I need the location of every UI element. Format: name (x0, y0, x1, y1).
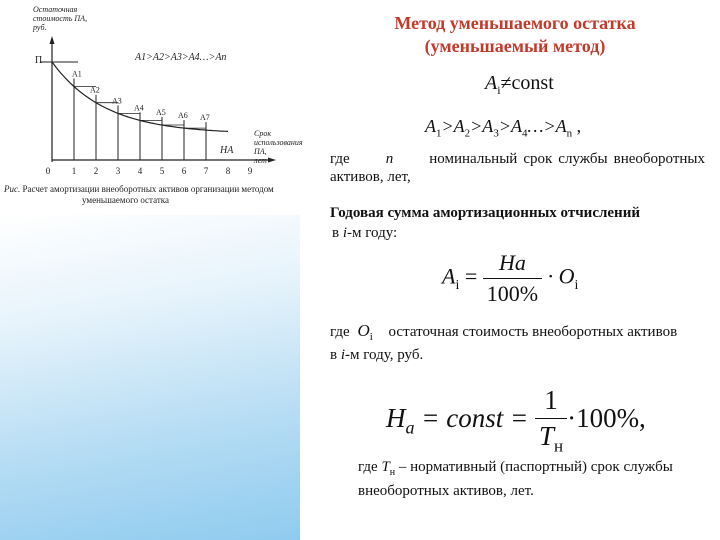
chain-part: …>A (527, 116, 567, 136)
norm-rate-formula (386, 385, 646, 456)
x-tick-label: 0 (45, 166, 51, 176)
oi-definition (330, 322, 715, 364)
def-var: i (340, 347, 346, 363)
x-tick-label: 4 (137, 166, 143, 176)
slide-title (380, 12, 650, 58)
chain-sub: 1 (436, 127, 442, 140)
formula-sub: a (405, 417, 415, 438)
fraction-numerator: На (498, 250, 526, 275)
declining-balance-figure (0, 0, 310, 215)
n-definition (330, 150, 705, 186)
formula-rest: ≠const (500, 72, 554, 94)
def-var: Т (381, 459, 390, 475)
sub-suffix: -м году: (347, 225, 398, 241)
x-tick-label: 3 (115, 166, 121, 176)
chain-part: >A (498, 116, 522, 136)
x-tick-label: 2 (93, 166, 99, 176)
x-tick-label: 5 (159, 166, 165, 176)
sub-prefix: в (332, 225, 340, 241)
def-var: n (385, 151, 394, 167)
fraction-denominator (535, 418, 567, 456)
title-line-2: (уменьшаемый метод) (424, 36, 606, 56)
def-body: номинальный срок службы внеоборотных активов, лет, (330, 151, 706, 185)
formula-var: A (442, 263, 456, 289)
def-prefix: где (330, 151, 350, 167)
annual-amount-subheading (330, 224, 397, 242)
chain-part: >A (470, 116, 494, 136)
y-axis-label (33, 5, 87, 32)
title-line-1: Метод уменьшаемого остатка (394, 13, 636, 33)
chain-sub: n (566, 127, 573, 140)
inequality-label: А1>А2>А3>А4…>Аn (135, 52, 227, 63)
def-body: – нормативный (паспортный) срок службы внеоборотных активов, лет. (358, 459, 673, 499)
residual-value-chart (0, 0, 310, 215)
annual-amount-heading: Годовая сумма амортизационных отчислений (330, 205, 640, 221)
point-label: А7 (200, 113, 210, 123)
y-axis-arrow (50, 36, 55, 44)
chain-part: , (572, 116, 582, 136)
formula-sub: i (574, 277, 579, 293)
y-axis-label-line: стоимость ПА, (33, 14, 88, 23)
def-var-sub: н (389, 467, 396, 478)
formula-mul: · O (547, 263, 575, 289)
point-label: А4 (134, 103, 144, 113)
sub-var: i (342, 225, 348, 241)
chain-part: >A (441, 116, 465, 136)
x-tick-label: 7 (203, 166, 209, 176)
point-label: А6 (178, 111, 188, 121)
x-tick-label: 1 (71, 166, 77, 176)
inequality-chain-formula (425, 116, 581, 140)
norm-fraction (535, 385, 567, 456)
formula-eq: = (464, 263, 478, 289)
figure-caption (4, 184, 304, 206)
def-var-sub: i (369, 331, 373, 343)
fraction-numerator: 1 (544, 385, 558, 415)
ha-label: НА (220, 145, 234, 156)
def-body: остаточная стоимость внеоборотных активов (388, 324, 678, 340)
formula-tail: ·100%, (567, 402, 646, 433)
chain-sub: 3 (493, 127, 499, 140)
den-sub: н (553, 436, 564, 456)
rate-fraction (483, 250, 542, 307)
x-tick-label: 8 (225, 166, 231, 176)
x-axis-label (254, 129, 310, 165)
tn-definition (358, 458, 698, 500)
den-var: T (538, 421, 554, 451)
initial-cost-label: П (35, 55, 43, 66)
y-axis-label-line: Остаточная (33, 5, 78, 14)
formula-sub: i (455, 277, 460, 293)
chain-sub: 4 (521, 127, 528, 140)
chain-sub: 2 (464, 127, 471, 140)
y-axis-label-line: руб. (33, 23, 47, 32)
point-label: А3 (112, 96, 122, 106)
ai-not-const-formula (485, 72, 554, 98)
x-tick-label: 6 (181, 166, 187, 176)
def-body: -м году, руб. (345, 347, 424, 363)
caption-line-2: уменьшаемого остатка (82, 195, 170, 205)
formula-sub: i (497, 83, 501, 97)
formula-mid: = const = (414, 402, 535, 433)
def-prefix: в (330, 347, 338, 363)
annual-depreciation-formula (442, 250, 578, 307)
point-label: А5 (156, 108, 166, 118)
x-tick-label: 9 (247, 166, 253, 176)
x-axis-label-line: лет (254, 156, 267, 165)
caption-label: Рис. (4, 184, 21, 194)
point-label: А2 (90, 85, 100, 95)
fraction-denominator: 100% (483, 278, 542, 307)
def-prefix: где (358, 459, 378, 475)
formula-var: A (485, 72, 498, 94)
def-prefix: где (330, 324, 350, 340)
decorative-gradient (0, 215, 300, 540)
x-axis-label-line: использования ПА, (254, 138, 303, 156)
def-var: O (357, 321, 370, 340)
x-axis-label-line: Срок (254, 129, 272, 138)
chain-part: A (425, 116, 436, 136)
caption-line-1: Расчет амортизации внеоборотных активов организации методом (22, 184, 274, 194)
formula-var: H (386, 402, 406, 433)
point-label: А1 (72, 69, 82, 79)
